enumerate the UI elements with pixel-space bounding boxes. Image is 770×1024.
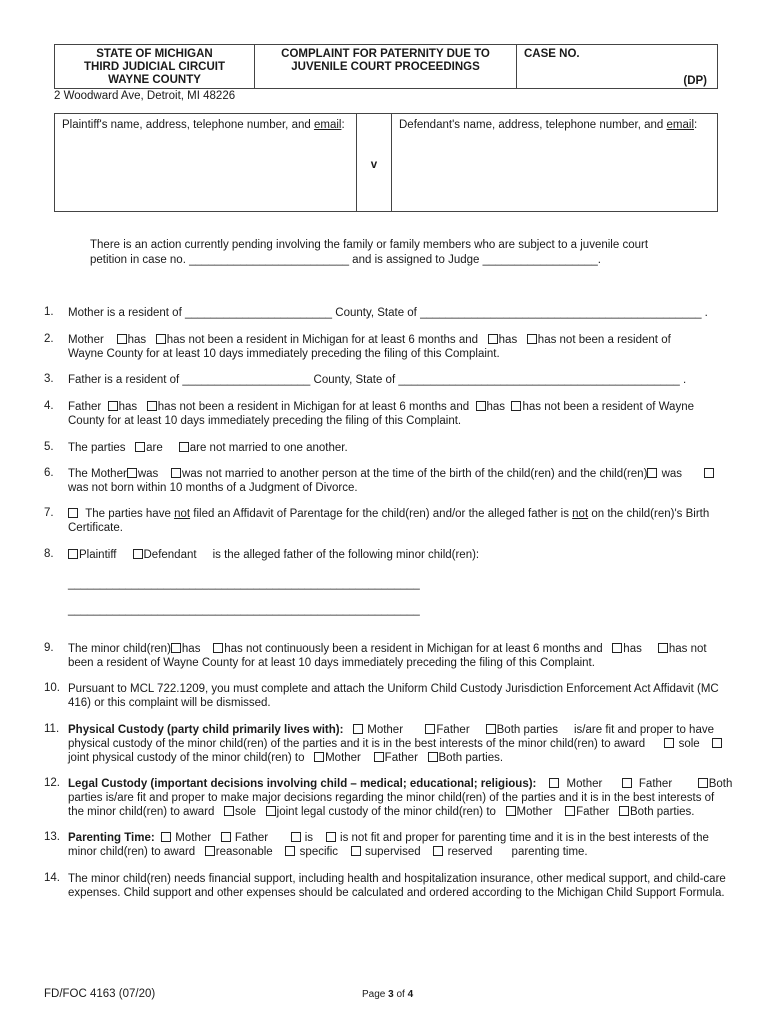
- page-of-label: of: [396, 989, 405, 1000]
- item-7-text-a: The parties have: [85, 508, 171, 520]
- item-7-text-b: filed an Affidavit of Parentage for the child(ren) and/or the alleged father is: [193, 508, 569, 520]
- plaintiff-email-label: email: [313, 119, 342, 131]
- label-specific: specific: [299, 846, 339, 858]
- checkbox-mother-was-married[interactable]: [127, 468, 137, 478]
- case-number-label: CASE NO.: [524, 48, 580, 60]
- page-total: 4: [407, 989, 414, 1000]
- form-title-cell: [255, 45, 517, 88]
- label-father: Father: [436, 724, 470, 736]
- item-2-line-2: Wayne County for at least 10 days immediately preceding the filing of this Complaint.: [68, 348, 500, 360]
- checkbox-plaintiff-alleged-father[interactable]: [68, 549, 78, 559]
- item-number-12: 12.: [44, 777, 60, 789]
- item-13-line-1: [68, 831, 709, 845]
- checkbox-legal-fit-mother[interactable]: [549, 778, 559, 788]
- item-7-not-a: not: [174, 508, 191, 520]
- item-number-5: 5.: [44, 441, 54, 453]
- item-4-father: Father: [68, 401, 102, 413]
- item-number-9: 9.: [44, 642, 54, 654]
- item-number-1: 1.: [44, 306, 54, 318]
- item-6-mother: The Mother: [68, 468, 127, 480]
- label-both-parties: Both parties.: [438, 752, 504, 764]
- item-12-line-1: [68, 777, 732, 791]
- defendant-field[interactable]: Defendant's name, address, telephone number, and email:: [399, 119, 698, 131]
- label-reasonable: reasonable: [215, 846, 273, 858]
- label-father: Father: [384, 752, 418, 764]
- label-has: has: [127, 334, 147, 346]
- checkbox-parenting-reasonable[interactable]: [205, 846, 215, 856]
- defendant-email-label: email: [666, 119, 695, 131]
- physical-custody-heading: Physical Custody (party child primarily lives with):: [68, 724, 344, 736]
- label-supervised: supervised: [365, 846, 421, 858]
- label-reserved: reserved: [447, 846, 493, 858]
- item-number-4: 4.: [44, 400, 54, 412]
- label-mother: Mother: [566, 778, 603, 790]
- label-has: has: [623, 643, 642, 655]
- label-has-not: has not: [668, 643, 707, 655]
- court-line-2: THIRD JUDICIAL CIRCUIT: [84, 61, 225, 73]
- checkbox-mother-wayne-has-not[interactable]: [527, 334, 537, 344]
- item-2-mother: Mother: [68, 334, 104, 346]
- label-plaintiff: Plaintiff: [79, 549, 117, 561]
- checkbox-parenting-mother[interactable]: [161, 832, 171, 842]
- checkbox-legal-fit-both[interactable]: [698, 778, 708, 788]
- checkbox-parties-are-not-married[interactable]: [179, 442, 189, 452]
- checkbox-physical-fit-father[interactable]: [425, 724, 435, 734]
- checkbox-child-was-not-born[interactable]: [704, 468, 714, 478]
- item-11-line-3: [68, 751, 503, 765]
- item-8-line: [68, 548, 479, 562]
- checkbox-parenting-specific[interactable]: [285, 846, 295, 856]
- label-defendant: Defendant: [143, 549, 197, 561]
- item-10-line-1: Pursuant to MCL 722.1209, you must complete and attach the Uniform Child Custody Jurisdiction Enforcement Act Affidavit (MC: [68, 683, 719, 695]
- item-5-parties: The parties: [68, 442, 126, 454]
- parties-box: [54, 113, 718, 212]
- label-has: has: [118, 401, 138, 413]
- checkbox-defendant-alleged-father[interactable]: [133, 549, 143, 559]
- label-father: Father: [576, 806, 610, 818]
- item-1-text: Mother is a resident of _______________________ County, State of ____________________________________________ .: [68, 307, 708, 319]
- court-line-3: WAYNE COUNTY: [108, 74, 201, 86]
- item-11-text-a: is/are fit and proper to have: [574, 724, 714, 736]
- intro-line-2: petition in case no. _________________________ and is assigned to Judge __________________.: [90, 254, 601, 266]
- page-current: 3: [388, 989, 394, 1000]
- item-7-text-c: on the child(ren)'s Birth: [591, 508, 710, 520]
- label-has-not-wayne: has not been a resident of: [537, 334, 671, 346]
- checkbox-father-mi-has[interactable]: [108, 401, 118, 411]
- item-number-10: 10.: [44, 682, 60, 694]
- item-11-text-c: joint physical custody of the minor child(ren) to: [68, 752, 305, 764]
- item-12-text-b: joint legal custody of the minor child(ren) to: [276, 806, 496, 818]
- label-mother: Mother: [175, 832, 212, 844]
- label-was-not: was not married to another person at the time of the birth of the child(ren) and the child(ren): [182, 468, 648, 480]
- page-label: Page: [362, 989, 386, 1000]
- label-is: is: [304, 832, 314, 844]
- item-14-line-2: expenses. Child support and other expenses should be calculated and ordered according to the Michigan Child Support Formula.: [68, 887, 725, 899]
- item-6-line-1: [68, 467, 715, 481]
- plaintiff-label: Plaintiff's name, address, telephone number, and: [62, 119, 311, 131]
- label-has-not-mi: has not continuously been a resident in Michigan for at least 6 months and: [224, 643, 603, 655]
- label-has-not-mi: has not been a resident in Michigan for at least 6 months and: [166, 334, 479, 346]
- item-number-2: 2.: [44, 333, 54, 345]
- child-name-line-1[interactable]: _______________________________________________________: [68, 578, 420, 590]
- checkbox-parenting-father[interactable]: [221, 832, 231, 842]
- court-line-1: STATE OF MICHIGAN: [96, 48, 213, 60]
- checkbox-physical-sole[interactable]: [664, 738, 674, 748]
- checkbox-parties-are-married[interactable]: [135, 442, 145, 452]
- checkbox-mother-mi-has[interactable]: [117, 334, 127, 344]
- checkbox-mother-mi-has-not[interactable]: [156, 334, 166, 344]
- item-number-6: 6.: [44, 467, 54, 479]
- item-9-line-2: been a resident of Wayne County for at least 10 days immediately preceding the filing of this Complaint.: [68, 657, 595, 669]
- label-father: Father: [638, 778, 673, 790]
- checkbox-parenting-is-not[interactable]: [326, 832, 336, 842]
- label-has: has: [498, 334, 518, 346]
- court-name-cell: [55, 45, 255, 88]
- intro-line-1: There is an action currently pending involving the family or family members who are subject to a juvenile court: [90, 239, 649, 251]
- checkbox-physical-fit-both[interactable]: [486, 724, 496, 734]
- item-7-line-2: Certificate.: [68, 522, 123, 534]
- checkbox-physical-fit-mother[interactable]: [353, 724, 363, 734]
- checkbox-mother-wayne-has[interactable]: [488, 334, 498, 344]
- label-are: are: [146, 442, 163, 454]
- item-4-line-1: [68, 400, 694, 414]
- checkbox-parenting-is[interactable]: [291, 832, 301, 842]
- parenting-time-heading: Parenting Time:: [68, 832, 155, 844]
- checkbox-legal-award-both[interactable]: [619, 806, 629, 816]
- label-was: was: [137, 468, 159, 480]
- label-was: was: [661, 468, 683, 480]
- checkbox-parenting-reserved[interactable]: [433, 846, 443, 856]
- item-8-text: is the alleged father of the following minor child(ren):: [212, 549, 480, 561]
- court-address: 2 Woodward Ave, Detroit, MI 48226: [54, 90, 236, 102]
- label-are-not: are not married to one another.: [189, 442, 348, 454]
- plaintiff-field[interactable]: Plaintiff's name, address, telephone number, and email:: [55, 114, 357, 211]
- checkbox-legal-sole[interactable]: [224, 806, 234, 816]
- label-mother: Mother: [516, 806, 553, 818]
- item-11-line-2: [68, 737, 723, 751]
- item-7-not-b: not: [572, 508, 589, 520]
- label-sole: sole: [234, 806, 257, 818]
- label-sole: sole: [678, 738, 700, 750]
- checkbox-father-mi-has-not[interactable]: [147, 401, 157, 411]
- item-13-text-c: parenting time.: [511, 846, 588, 858]
- checkbox-physical-joint[interactable]: [712, 738, 722, 748]
- case-code: (DP): [683, 75, 707, 87]
- form-title-line-2: JUVENILE COURT PROCEEDINGS: [291, 61, 480, 73]
- checkbox-physical-award-mother[interactable]: [314, 752, 324, 762]
- checkbox-physical-award-father[interactable]: [374, 752, 384, 762]
- checkbox-legal-joint[interactable]: [266, 806, 276, 816]
- item-12-line-3: [68, 805, 695, 819]
- item-11-text-b: physical custody of the minor child(ren) of the parties and it is in the best interests of the minor child(ren) to award: [68, 738, 646, 750]
- item-4-line-2: County for at least 10 days immediately preceding the filing of this Complaint.: [68, 415, 462, 427]
- item-14-line-1: The minor child(ren) needs financial support, including health and hospitalization insurance, other medical support, and child-care: [68, 873, 726, 885]
- page-number: [362, 988, 413, 1002]
- checkbox-child-was-born[interactable]: [647, 468, 657, 478]
- legal-custody-heading: Legal Custody (important decisions involving child – medical; educational; religious):: [68, 778, 537, 790]
- checkbox-child-mi-has[interactable]: [171, 643, 181, 653]
- label-mother: Mother: [367, 724, 404, 736]
- versus-label: v: [357, 114, 392, 211]
- checkbox-mother-was-not-married[interactable]: [171, 468, 181, 478]
- item-3-text: Father is a resident of ____________________ County, State of ____________________________________________ .: [68, 374, 687, 386]
- checkbox-legal-award-mother[interactable]: [506, 806, 516, 816]
- item-number-14: 14.: [44, 872, 60, 884]
- label-has-not-wayne: has not been a resident of Wayne: [522, 401, 694, 413]
- defendant-label: Defendant's name, address, telephone number, and: [399, 119, 664, 131]
- item-number-13: 13.: [44, 831, 60, 843]
- item-13-text-b: minor child(ren) to award: [68, 846, 196, 858]
- label-father: Father: [234, 832, 269, 844]
- checkbox-legal-fit-father[interactable]: [622, 778, 632, 788]
- item-12-line-2: parties is/are fit and proper to make major decisions regarding the minor child(ren) of the parties and it is in the best interests of: [68, 792, 715, 804]
- item-13-line-2: [68, 845, 588, 859]
- checkbox-physical-award-both[interactable]: [428, 752, 438, 762]
- label-both-parties: Both parties: [496, 724, 559, 736]
- item-5-line: [68, 441, 348, 455]
- checkbox-child-mi-has-not[interactable]: [213, 643, 223, 653]
- item-number-11: 11.: [44, 723, 60, 735]
- item-12-text-a: the minor child(ren) to award: [68, 806, 215, 818]
- checkbox-child-wayne-has[interactable]: [612, 643, 622, 653]
- label-mother: Mother: [325, 752, 361, 764]
- form-id: FD/FOC 4163 (07/20): [44, 988, 156, 1000]
- checkbox-legal-award-father[interactable]: [565, 806, 575, 816]
- checkbox-parenting-supervised[interactable]: [351, 846, 361, 856]
- checkbox-no-affidavit-of-parentage[interactable]: [68, 508, 78, 518]
- item-number-3: 3.: [44, 373, 54, 385]
- item-number-8: 8.: [44, 548, 54, 560]
- checkbox-father-wayne-has[interactable]: [476, 401, 486, 411]
- item-6-line-2: was not born within 10 months of a Judgment of Divorce.: [68, 482, 358, 494]
- child-name-line-2[interactable]: _______________________________________________________: [68, 604, 420, 616]
- item-number-7: 7.: [44, 507, 54, 519]
- label-both-parties: Both parties.: [629, 806, 695, 818]
- label-has-not-mi: has not been a resident in Michigan for at least 6 months and: [157, 401, 470, 413]
- item-2-line-1: [68, 333, 671, 347]
- form-title-line-1: COMPLAINT FOR PATERNITY DUE TO: [281, 48, 490, 60]
- checkbox-father-wayne-has-not[interactable]: [511, 401, 521, 411]
- item-9-line-1: [68, 642, 707, 656]
- item-7-line-1: [68, 507, 709, 521]
- checkbox-child-wayne-has-not[interactable]: [658, 643, 668, 653]
- label-both: Both: [708, 778, 733, 790]
- label-has: has: [181, 643, 201, 655]
- item-9-child: The minor child(ren): [68, 643, 171, 655]
- item-10-line-2: 416) or this complaint will be dismissed.: [68, 697, 271, 709]
- label-has: has: [486, 401, 506, 413]
- item-11-line-1: [68, 723, 714, 737]
- header-table: [54, 44, 718, 89]
- item-13-text-a: is not fit and proper for parenting time and it is in the best interests of the: [340, 832, 709, 844]
